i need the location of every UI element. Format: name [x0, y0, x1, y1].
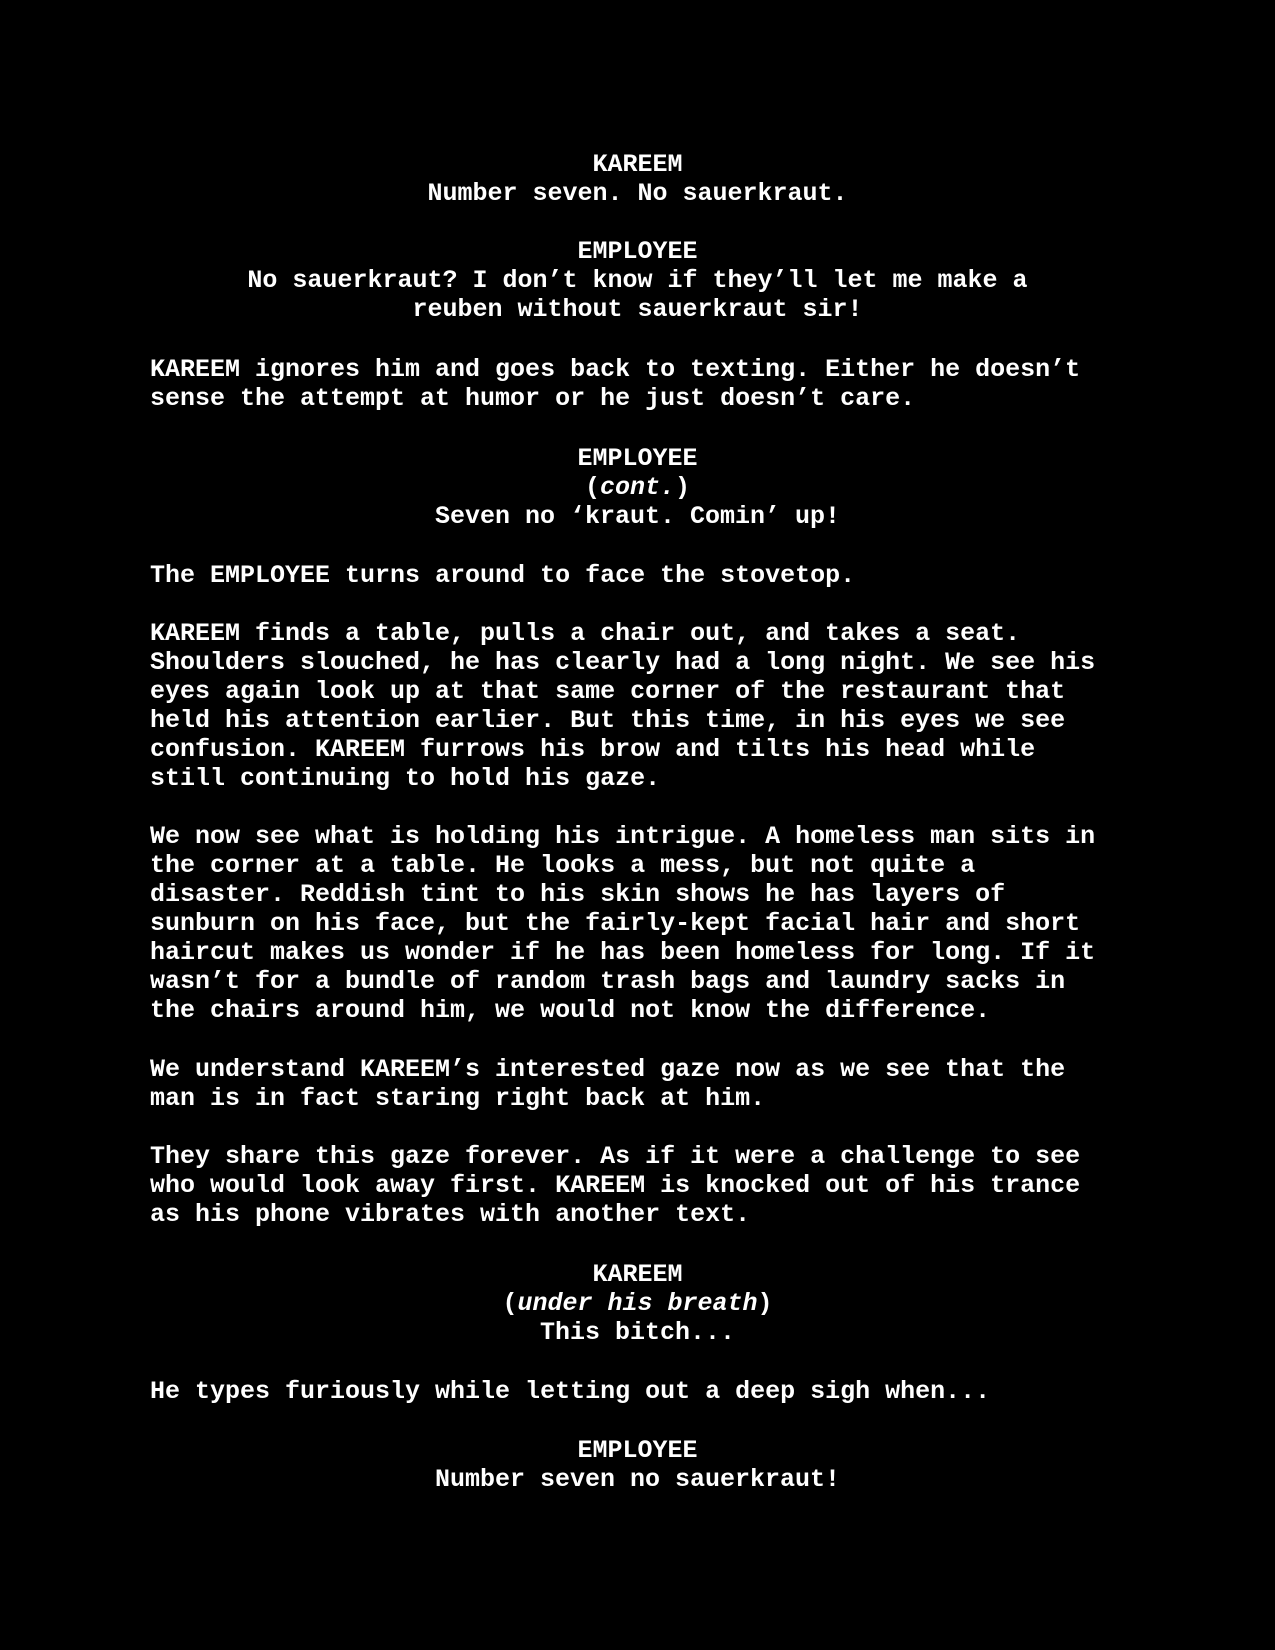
action-line: disaster. Reddish tint to his skin shows he has layers of [150, 880, 1006, 909]
action-line: They share this gaze forever. As if it were a challenge to see [150, 1142, 1081, 1171]
action-line: confusion. KAREEM furrows his brow and tilts his head while [150, 735, 1036, 764]
paren-open: ( [502, 1289, 518, 1318]
action-line: wasn’t for a bundle of random trash bags and laundry sacks in [150, 967, 1066, 996]
parenthetical-text: under his breath [517, 1289, 758, 1318]
action-line: sunburn on his face, but the fairly-kept facial hair and short [150, 909, 1081, 938]
parenthetical [0, 1289, 1275, 1318]
action-line: as his phone vibrates with another text. [150, 1200, 751, 1229]
action-line: We now see what is holding his intrigue. A homeless man sits in [150, 822, 1096, 851]
action-line: Shoulders slouched, he has clearly had a long night. We see his [150, 648, 1096, 677]
parenthetical [0, 473, 1275, 502]
dialogue-line: No sauerkraut? I don’t know if they’ll let me make a [247, 266, 1028, 295]
action-line: KAREEM finds a table, pulls a chair out, and takes a seat. [150, 619, 1021, 648]
action-line: KAREEM ignores him and goes back to texting. Either he doesn’t [150, 355, 1081, 384]
dialogue-line: reuben without sauerkraut sir! [412, 295, 863, 324]
action-line: haircut makes us wonder if he has been homeless for long. If it [150, 938, 1096, 967]
action-line: man is in fact staring right back at him. [150, 1084, 766, 1113]
character-name: KAREEM [592, 1260, 683, 1289]
character-name: EMPLOYEE [577, 237, 698, 266]
action-line: The EMPLOYEE turns around to face the stovetop. [150, 561, 856, 590]
action-line: eyes again look up at that same corner of the restaurant that [150, 677, 1066, 706]
character-name: EMPLOYEE [577, 1436, 698, 1465]
action-line: We understand KAREEM’s interested gaze now as we see that the [150, 1055, 1066, 1084]
action-line: sense the attempt at humor or he just doesn’t care. [150, 384, 916, 413]
paren-close: ) [757, 1289, 773, 1318]
character-name: EMPLOYEE [577, 444, 698, 473]
character-name: KAREEM [592, 150, 683, 179]
parenthetical-text: cont. [599, 473, 675, 502]
action-line: the corner at a table. He looks a mess, but not quite a [150, 851, 976, 880]
dialogue-line: This bitch... [539, 1318, 736, 1347]
paren-close: ) [675, 473, 691, 502]
dialogue-line: Number seven no sauerkraut! [434, 1465, 841, 1494]
dialogue-line: Seven no ‘kraut. Comin’ up! [434, 502, 841, 531]
action-line: held his attention earlier. But this time, in his eyes we see [150, 706, 1066, 735]
action-line: who would look away first. KAREEM is knocked out of his trance [150, 1171, 1081, 1200]
paren-open: ( [584, 473, 600, 502]
dialogue-line: Number seven. No sauerkraut. [427, 179, 848, 208]
action-line: He types furiously while letting out a deep sigh when... [150, 1377, 991, 1406]
action-line: the chairs around him, we would not know the difference. [150, 996, 991, 1025]
action-line: still continuing to hold his gaze. [150, 764, 661, 793]
